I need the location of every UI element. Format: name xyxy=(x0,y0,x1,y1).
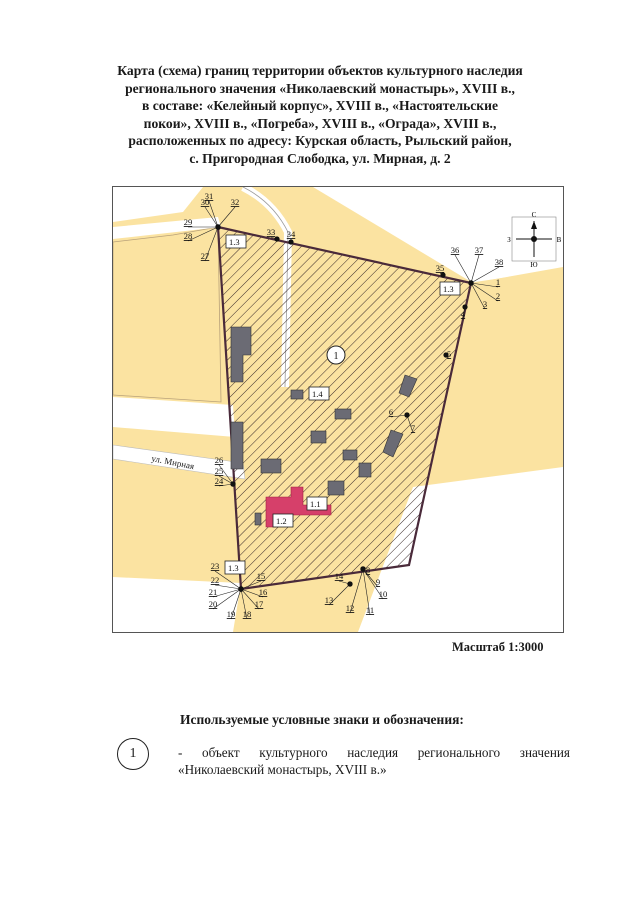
object-number: 1 xyxy=(333,351,339,362)
point-number: 30 xyxy=(200,197,210,207)
compass-south: Ю xyxy=(530,261,538,269)
map-title xyxy=(70,62,570,168)
point-number: 26 xyxy=(214,455,224,465)
point-number: 14 xyxy=(334,571,344,581)
point-number: 4 xyxy=(460,309,466,319)
legend-text-line: «Николаевский монастырь, XVIII в.» xyxy=(178,762,387,777)
point-number: 2 xyxy=(495,291,501,301)
legend-heading: Используемые условные знаки и обозначения: xyxy=(180,712,464,727)
part-label: 1.3 xyxy=(228,563,239,573)
boundary-point xyxy=(404,412,409,417)
part-label: 1.3 xyxy=(443,284,454,294)
street-label: ул. Мирная xyxy=(150,453,196,472)
legend-text xyxy=(178,744,570,778)
title-line: Карта (схема) границ территории объектов культурного наследия xyxy=(117,63,523,78)
scale-label: Масштаб 1:3000 xyxy=(452,640,544,654)
title-line: регионального значения «Николаевский монастырь», XVIII в., xyxy=(125,80,515,96)
compass-center xyxy=(531,236,537,242)
point-number: 11 xyxy=(365,605,375,615)
compass-east: В xyxy=(556,236,562,244)
boundary-point xyxy=(288,239,293,244)
point-number: 34 xyxy=(286,229,296,239)
point-number: 15 xyxy=(256,571,266,581)
point-number: 36 xyxy=(450,245,460,255)
boundary-point xyxy=(360,566,365,571)
point-number: 19 xyxy=(226,609,236,619)
territory-map[interactable] xyxy=(113,187,563,632)
point-number: 3 xyxy=(482,299,488,309)
building xyxy=(359,463,371,477)
building xyxy=(291,390,303,399)
point-number: 23 xyxy=(210,561,220,571)
point-number: 6 xyxy=(388,407,394,417)
boundary-point xyxy=(440,272,445,277)
point-number: 5 xyxy=(446,349,452,359)
point-number: 38 xyxy=(494,257,504,267)
point-number: 12 xyxy=(345,603,355,613)
point-number: 37 xyxy=(474,245,484,255)
legend-symbol: 1 xyxy=(117,738,149,770)
point-number: 35 xyxy=(435,263,445,273)
title-line: расположенных по адресу: Курская область, Рыльский район, xyxy=(128,133,512,149)
point-number: 18 xyxy=(242,609,252,619)
boundary-point xyxy=(238,586,243,591)
point-number: 7 xyxy=(410,423,416,433)
part-label: 1.1 xyxy=(310,499,321,509)
point-number: 31 xyxy=(204,191,214,201)
part-label: 1.3 xyxy=(229,237,240,247)
title-line: с. Пригородная Слободка, ул. Мирная, д. 2 xyxy=(189,150,451,166)
building xyxy=(231,422,243,469)
point-number: 33 xyxy=(266,227,276,237)
road-area xyxy=(113,577,241,632)
point-number: 1 xyxy=(495,277,501,287)
building xyxy=(343,450,357,460)
point-number: 25 xyxy=(214,466,224,476)
boundary-point xyxy=(468,280,473,285)
point-number: 9 xyxy=(375,577,381,587)
compass-west: З xyxy=(507,236,511,244)
point-number: 29 xyxy=(183,217,193,227)
point-number: 13 xyxy=(324,595,334,605)
title-line: покои», XVIII в., «Погреба», XVIII в., «Ограда», XVIII в., xyxy=(143,115,497,131)
boundary-point xyxy=(274,236,279,241)
boundary-point xyxy=(347,581,352,586)
building xyxy=(311,431,326,443)
point-number: 22 xyxy=(210,575,220,585)
title-line: в составе: «Келейный корпус», XVIII в., «Настоятельские xyxy=(141,98,499,114)
point-number: 17 xyxy=(254,599,264,609)
part-label: 1.4 xyxy=(312,389,323,399)
map-frame[interactable] xyxy=(112,186,564,633)
part-label: 1.2 xyxy=(276,516,287,526)
point-number: 24 xyxy=(214,476,224,486)
boundary-point xyxy=(230,481,235,486)
building xyxy=(328,481,344,495)
building xyxy=(255,513,261,525)
building xyxy=(261,459,281,473)
building xyxy=(335,409,351,419)
point-number: 27 xyxy=(200,251,210,261)
point-number: 21 xyxy=(208,587,218,597)
boundary-point xyxy=(215,224,220,229)
compass-north: С xyxy=(531,211,537,219)
point-number: 8 xyxy=(365,565,371,575)
point-number: 16 xyxy=(258,587,268,597)
point-number: 32 xyxy=(230,197,240,207)
legend-text-line: - объект культурного наследия регионального значения xyxy=(178,745,570,760)
compass-rose xyxy=(507,211,561,269)
point-number: 20 xyxy=(208,599,218,609)
point-number: 10 xyxy=(378,589,388,599)
point-number: 28 xyxy=(183,231,193,241)
